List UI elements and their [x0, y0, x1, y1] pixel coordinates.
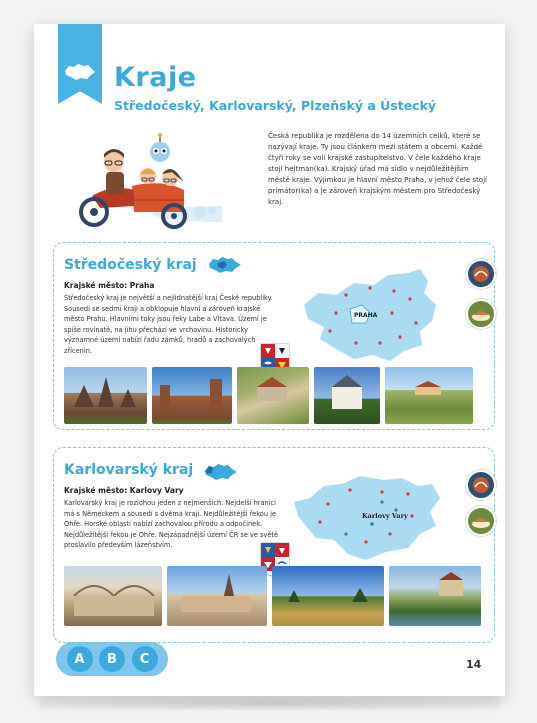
czech-locator-map-icon: [207, 255, 243, 275]
photo-river-town: [389, 566, 481, 626]
photo-strip: [64, 367, 473, 424]
level-a-button[interactable]: A: [67, 646, 93, 672]
section-title: Karlovarský kraj: [64, 462, 194, 478]
landmark-badge-icon: [466, 470, 496, 500]
map-city-label: Karlovy Vary: [362, 512, 408, 520]
section-stredocesky: [53, 242, 495, 430]
intro-paragraph: Česká republika je rozdělena do 14 územních celků, které se nazývají kraje. Ty jsou článkem mezi státem a obcemi. Každé čtyři roky se volí krajské zastupitelstvo. V čele každého kraje stojí hejtman(ka). Krajský úřad má sídlo v nejdůležitějším městě kraje. Výjimkou je hlavní město Praha, v jehož čele stojí primátor(ka) a je zároveň krajským městem pro Středočeský kraj.: [268, 132, 487, 206]
photo-castle-walls: [152, 367, 232, 424]
food-badge-icon: [466, 506, 496, 536]
level-c-button[interactable]: C: [132, 646, 158, 672]
photo-meadow-forest: [272, 566, 384, 626]
difficulty-selector: [56, 642, 168, 676]
page-number: 14: [466, 658, 482, 671]
photo-chateau: [314, 367, 380, 424]
page-subtitle: Středočeský, Karlovarský, Plzeňský a Ústecký: [114, 98, 437, 113]
regional-capital: Krajské město: Karlovy Vary: [64, 486, 184, 495]
czech-map-icon: [63, 62, 97, 82]
photo-cathedral: [64, 367, 147, 424]
photo-town-aerial: [237, 367, 309, 424]
section-title: Středočeský kraj: [64, 257, 197, 273]
section-text: Karlovarský kraj je rozlohou jeden z nejmenších. Nejdelší hranici má s Německem a sousedí s dvěma kraji. Nejdůležitější řekou je Ohře. Horské oblasti nabízí zachovalou přírodu a odpočinek. Nejdůležitější řekou je Ohře. Nejzápadnější území ČR se ve světě proslavilo především lázeňstvím.: [64, 499, 279, 549]
food-badge-icon: [466, 299, 496, 329]
photo-town-square: [167, 566, 267, 626]
landmark-badge-icon: [466, 259, 496, 289]
book-page: [34, 24, 505, 696]
chapter-bookmark: [58, 24, 102, 104]
czech-locator-map-icon: [203, 462, 239, 482]
regional-capital: Krajské město: Praha: [64, 281, 155, 290]
section-text: Středočeský kraj je největší a nejlidnatější kraj České republiky. Sousedí se sedmi kraji a obklopuje hlavní a zároveň krajské město Prahu. Hlavními toky jsou řeky Labe a Vltava. Území je spíše rovinaté, na jihu přechází ve vrchovinu. Historicky významné území nabízí řadu zámků, hradů a zachovalých zřícenin.: [64, 294, 273, 355]
level-b-button[interactable]: B: [99, 646, 125, 672]
section-karlovarsky: [53, 447, 495, 643]
photo-landscape-village: [385, 367, 473, 424]
page-title: Kraje: [114, 62, 197, 93]
region-map: [296, 265, 456, 363]
photo-colonnade: [64, 566, 162, 626]
map-city-label: PRAHA: [354, 312, 378, 319]
family-motorcycle-illustration: [72, 124, 222, 236]
page-shadow: [40, 696, 500, 710]
region-map: [290, 472, 458, 564]
photo-strip: [64, 566, 481, 626]
